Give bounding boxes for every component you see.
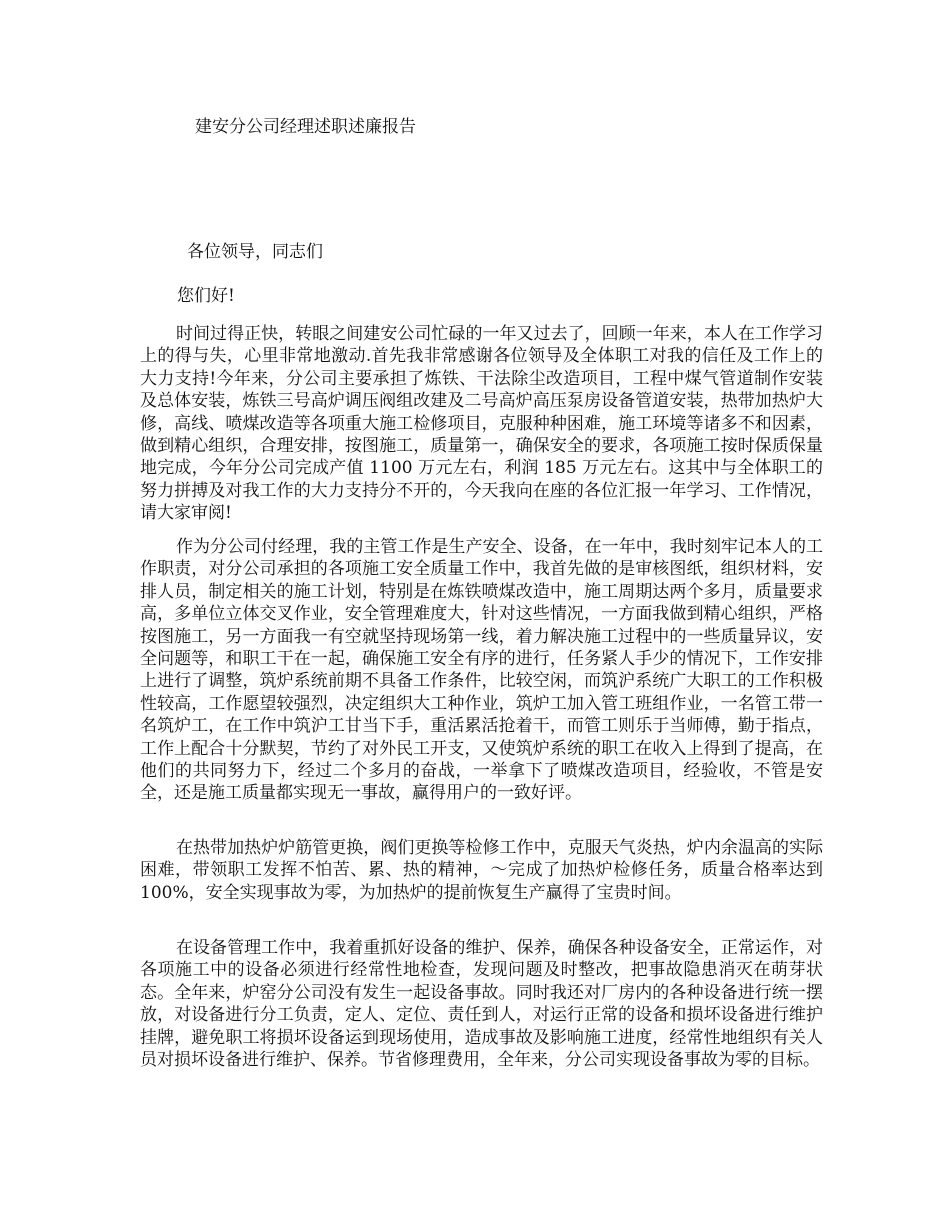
body-paragraph: 在热带加热炉炉筋管更换，阀们更换等检修工作中，克服天气炎热，炉内余温高的实际困难，带领职工发挥不怕苦、累、热的精神，～完成了加热炉检修任务，质量合格率达到 100%，安全实现事故为零，为加热炉的提前恢复生产赢得了宝贵时间。 [140,838,823,903]
body-paragraph: 作为分公司付经理，我的主管工作是生产安全、设备，在一年中，我时刻牢记本人的工作职责，对分公司承担的各项施工安全质量工作中，我首先做的是审核图纸，组织材料，安排人员，制定相关的施工计划，特别是在炼铁喷煤改造中，施工周期达两个多月，质量要求高，多单位立体交叉作业，安全管理难度大，针对这些情况，一方面我做到精心组织，严格按图施工，另一方面我一有空就坚持现场第一线，着力解决施工过程中的一些质量异议，安全问题等，和职工干在一起，确保施工安全有序的进行，任务紧人手少的情况下，工作安排上进行了调整，筑炉系统前期不具备工作条件，比较空闲，而筑沪系统广大职工的工作积极性较高，工作愿望较强烈，决定组织大工种作业，筑炉工加入管工班组作业，一名管工带一名筑炉工，在工作中筑沪工甘当下手，重活累活抢着干，而管工则乐于当师傅，勤于指点，工作上配合十分默契，节约了对外民工开支，又使筑炉系统的职工在收入上得到了提高，在他们的共同努力下，经过二个多月的奋战，一举拿下了喷煤改造项目，经验收，不管是安全，还是施工质量都实现无一事故，赢得用户的一致好评。 [140,537,823,804]
salutation: 各位领导，同志们 [187,242,323,262]
page-title: 建安分公司经理述职述廉报告 [195,117,416,137]
greeting: 您们好! [177,286,235,306]
body-paragraph: 在设备管理工作中，我着重抓好设备的维护、保养，确保各种设备安全，正常运作，对各项施工中的设备必须进行经常性地检查，发现问题及时整改，把事故隐患消灭在萌芽状态。全年来，炉窑分公司没有发生一起设备事故。同时我还对厂房内的各种设备进行统一摆放，对设备进行分工负责，定人、定位、责任到人，对运行正常的设备和损坏设备进行维护挂牌，避免职工将损坏设备运到现场使用，造成事故及影响施工进度，经常性地组织有关人员对损坏设备进行维护、保养。节省修理费用，全年来，分公司实现设备事故为零的目标。 [140,938,823,1071]
body-paragraph: 时间过得正快，转眼之间建安公司忙碌的一年又过去了，回顾一年来，本人在工作学习上的得与失，心里非常地激动.首先我非常感谢各位领导及全体职工对我的信任及工作上的大力支持!今年来，分公司主要承担了炼铁、干法除尘改造项目，工程中煤气管道制作安装及总体安装，炼铁三号高炉调压阀组改建及二号高炉高压泵房设备管道安装，热带加热炉大修，高线、喷煤改造等各项重大施工检修项目，克服种种困难，施工环境等诸多不和因素，做到精心组织，合理安排，按图施工，质量第一，确保安全的要求，各项施工按时保质保量地完成，今年分公司完成产值 1100 万元左右，利润 185 万元左右。这其中与全体职工的努力拼搏及对我工作的大力支持分不开的，今天我向在座的各位汇报一年学习、工作情况，请大家审阅! [140,324,823,524]
